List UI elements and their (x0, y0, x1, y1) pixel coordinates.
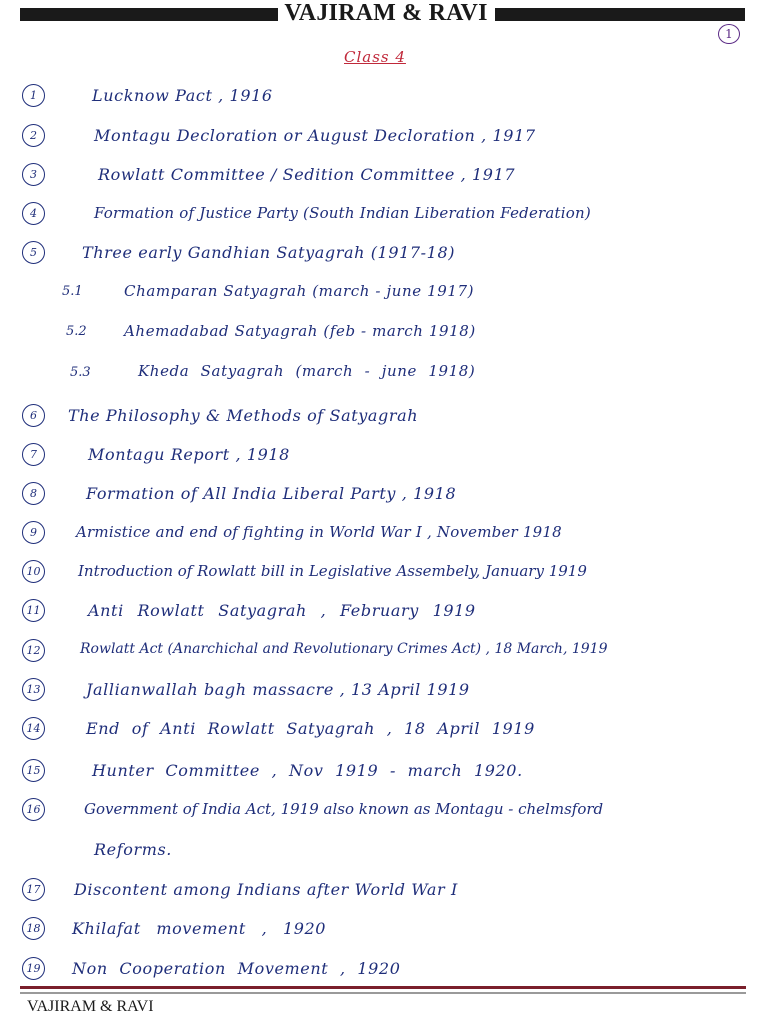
item-number-6: 6 (22, 404, 45, 427)
item-number-8: 8 (22, 482, 45, 505)
item-number-15: 15 (22, 759, 45, 782)
item-text-3: Rowlatt Committee / Sedition Committee , 1917 (98, 165, 516, 184)
item-text-6: The Philosophy & Methods of Satyagrah (68, 406, 419, 425)
header-title: VAJIRAM & RAVI (284, 0, 488, 26)
item-number-3: 3 (22, 163, 45, 186)
sub-item-text-5-1: Champaran Satyagrah (march - june 1917) (124, 282, 475, 300)
item-number-19: 19 (22, 957, 45, 980)
footer-rule-secondary (20, 992, 746, 994)
item-text-1: Lucknow Pact , 1916 (92, 86, 273, 105)
item-number-1: 1 (22, 84, 45, 107)
item-number-4: 4 (22, 202, 45, 225)
sub-item-number-5-3: 5.3 (70, 365, 91, 380)
header-bar-left (20, 8, 278, 21)
header-bar-right (495, 8, 745, 21)
item-number-10: 10 (22, 560, 45, 583)
footer-text: VAJIRAM & RAVI (27, 998, 154, 1015)
sub-item-number-5-2: 5.2 (66, 324, 87, 339)
item-text-15: Hunter Committee , Nov 1919 - march 1920. (92, 761, 523, 780)
item-text-12: Rowlatt Act (Anarchichal and Revolutionary Crimes Act) , 18 March, 1919 (80, 641, 608, 657)
item-text-16: Government of India Act, 1919 also known as Montagu - chelmsford (84, 800, 604, 818)
item-number-13: 13 (22, 678, 45, 701)
sub-item-number-5-1: 5.1 (62, 284, 83, 299)
item-text-4: Formation of Justice Party (South Indian Liberation Federation) (94, 204, 591, 222)
item-number-16: 16 (22, 798, 45, 821)
item-text-9: Armistice and end of fighting in World War I , November 1918 (76, 523, 562, 541)
item-number-9: 9 (22, 521, 45, 544)
item-text-17: Discontent among Indians after World War I (74, 880, 458, 899)
item-number-7: 7 (22, 443, 45, 466)
item-number-12: 12 (22, 639, 45, 662)
item-text-14: End of Anti Rowlatt Satyagrah , 18 April 1919 (86, 719, 535, 738)
item-text-8: Formation of All India Liberal Party , 1918 (86, 484, 457, 503)
sub-item-text-5-2: Ahemadabad Satyagrah (feb - march 1918) (124, 322, 476, 340)
item-text-7: Montagu Report , 1918 (88, 445, 290, 464)
item-text-2: Montagu Decloration or August Decloration , 1917 (94, 126, 536, 145)
footer-rule-primary (20, 986, 746, 989)
item-number-17: 17 (22, 878, 45, 901)
item-text-11: Anti Rowlatt Satyagrah , February 1919 (88, 601, 476, 620)
item-number-2: 2 (22, 124, 45, 147)
page-number: 1 (718, 24, 740, 44)
item-text-18: Khilafat movement , 1920 (72, 919, 327, 938)
item-number-11: 11 (22, 599, 45, 622)
item-text-19: Non Cooperation Movement , 1920 (72, 959, 401, 978)
sub-item-text-5-3: Kheda Satyagrah (march - june 1918) (138, 362, 476, 380)
item-number-18: 18 (22, 917, 45, 940)
item-text-5: Three early Gandhian Satyagrah (1917-18) (82, 243, 456, 262)
item-text-16-continued: Reforms. (94, 840, 172, 859)
class-title: Class 4 (344, 48, 406, 66)
item-number-14: 14 (22, 717, 45, 740)
item-text-13: Jallianwallah bagh massacre , 13 April 1919 (86, 680, 470, 699)
item-number-5: 5 (22, 241, 45, 264)
item-text-10: Introduction of Rowlatt bill in Legislative Assembely, January 1919 (78, 562, 587, 580)
